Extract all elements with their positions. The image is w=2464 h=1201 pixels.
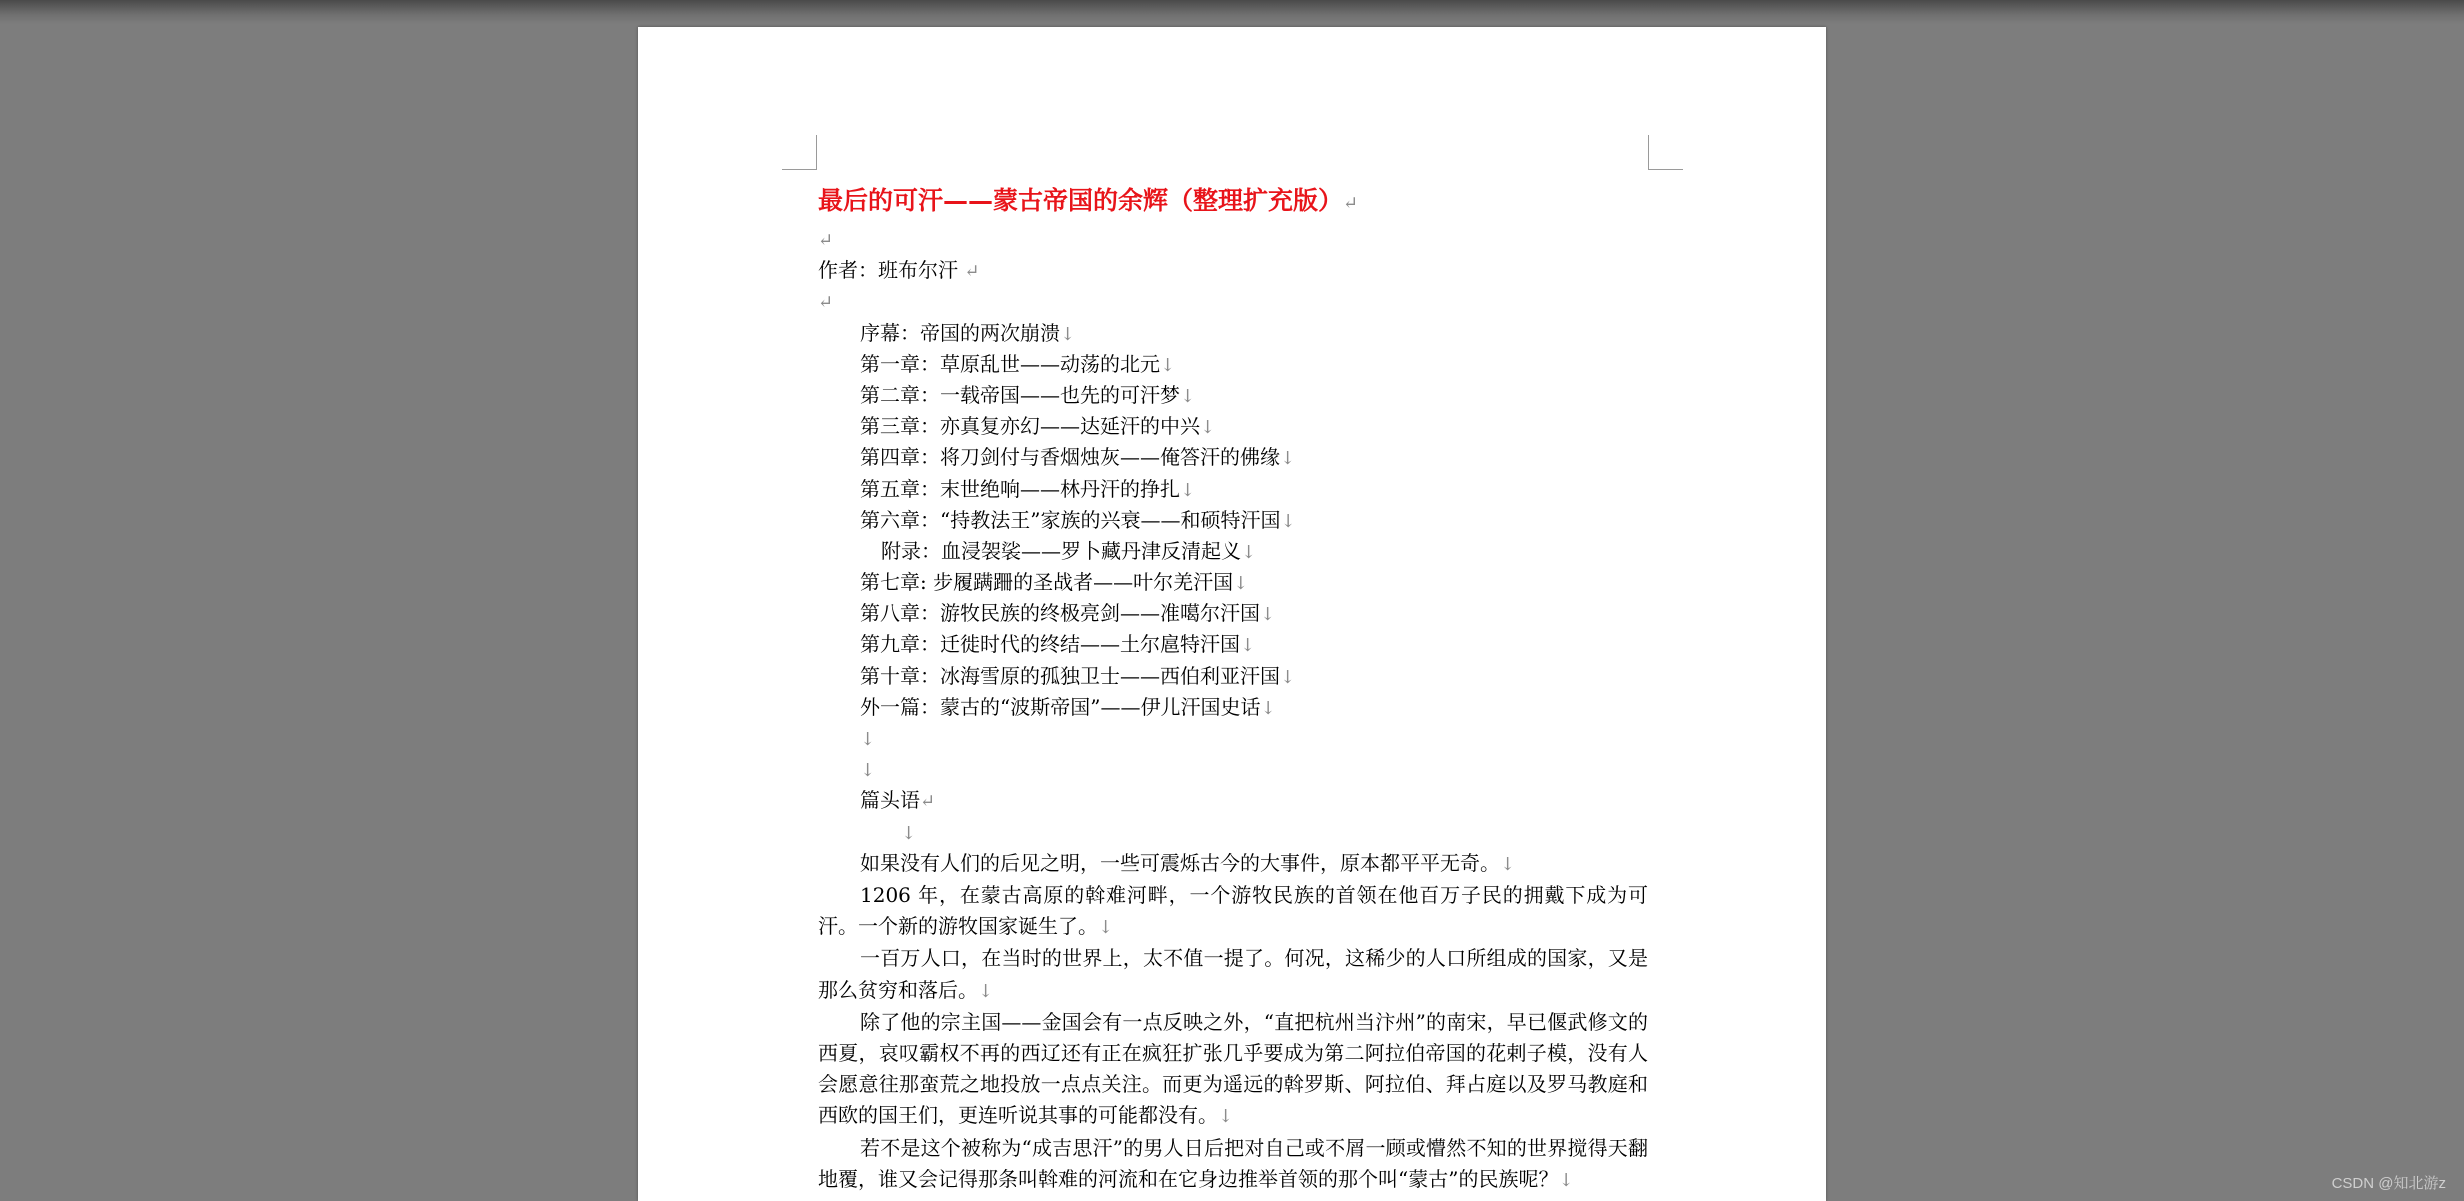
empty-paragraph (818, 224, 1648, 255)
table-of-contents (818, 318, 1648, 723)
paragraph-mark: ↵ (920, 791, 936, 813)
body-paragraph: 如果没有人们的后见之明，一些可震烁古今的大事件，原本都平平无奇。↓ (860, 850, 1516, 875)
margin-corner-top-left (782, 135, 817, 170)
paragraph-mark: ↵ (818, 230, 834, 251)
body-paragraph: 除了他的宗主国——金国会有一点反映之外，“直把杭州当汴州”的南宋，早已偃武修文的西夏，哀叹霸权不再的西辽还有正在疯狂扩张几乎要成为第二阿拉伯帝国的花剌子模，没有人会愿意往那蛮荒之地投放一点点关注。而更为遥远的斡罗斯、阿拉伯、拜占庭以及罗马教庭和西欧的国王们，更连听说其事的可能都没有。↓ (818, 1009, 1648, 1128)
paragraph-mark: ↵ (1343, 193, 1359, 214)
document-page[interactable] (638, 27, 1826, 1201)
document-body[interactable] (818, 181, 1648, 1196)
toc-item: 第八章：游牧民族的终极亮剑——准噶尔汗国↓ (860, 601, 1276, 626)
toolbar-shadow (0, 0, 2464, 24)
author-line: 作者：班布尔汗 ↵ (818, 258, 980, 283)
toc-item: 第七章: 步履蹒跚的圣战者——叶尔羌汗国↓ (860, 570, 1249, 595)
csdn-watermark: CSDN @知北游z (2331, 1175, 2446, 1192)
toc-item: 序幕：帝国的两次崩溃↓ (860, 320, 1076, 345)
toc-item: 外一篇：蒙古的“波斯帝国”——伊儿汗国史话↓ (860, 694, 1276, 719)
empty-paragraph (818, 286, 1648, 317)
toc-item: 第二章：一载帝国——也先的可汗梦↓ (860, 382, 1196, 407)
empty-line: ↓ (860, 760, 876, 782)
margin-corner-top-right (1648, 135, 1683, 170)
toc-item: 第一章：草原乱世——动荡的北元↓ (860, 351, 1176, 376)
empty-line: ↓ (901, 822, 917, 844)
empty-line: ↓ (860, 729, 876, 750)
body-paragraph: 一百万人口，在当时的世界上，太不值一提了。何况，这稀少的人口所组成的国家，又是那么贫穷和落后。↓ (818, 946, 1648, 1002)
preface-heading: 篇头语↵ (860, 788, 936, 813)
toc-item: 第六章：“持教法王”家族的兴衰——和硕特汗国↓ (860, 507, 1296, 532)
toc-item: 第九章：迁徙时代的终结——土尔扈特汗国↓ (860, 632, 1256, 657)
toc-item: 第十章：冰海雪原的孤独卫士——西伯利亚汗国↓ (860, 663, 1296, 688)
body-paragraph: 1206 年，在蒙古高原的斡难河畔，一个游牧民族的首领在他百万子民的拥戴下成为可汗。一个新的游牧国家诞生了。↓ (818, 882, 1648, 939)
toc-item: 第四章：将刀剑付与香烟烛灰——俺答汗的佛缘↓ (860, 445, 1296, 470)
toc-item: 第三章：亦真复亦幻——达延汗的中兴↓ (860, 414, 1216, 439)
document-title: 最后的可汗——蒙古帝国的余辉（整理扩充版）↵ (818, 186, 1359, 215)
toc-item: 第五章：末世绝响——林丹汗的挣扎↓ (860, 476, 1196, 501)
body-paragraph: 若不是这个被称为“成吉思汗”的男人日后把对自己或不屑一顾或懵然不知的世界搅得天翻地覆，谁又会记得那条叫斡难的河流和在它身边推举首领的那个叫“蒙古”的民族呢？↓ (818, 1135, 1648, 1191)
paragraph-mark: ↵ (818, 292, 834, 314)
paragraph-mark: ↵ (964, 261, 980, 283)
toc-item: 附录：血浸袈裟——罗卜藏丹津反清起义↓ (881, 538, 1257, 563)
